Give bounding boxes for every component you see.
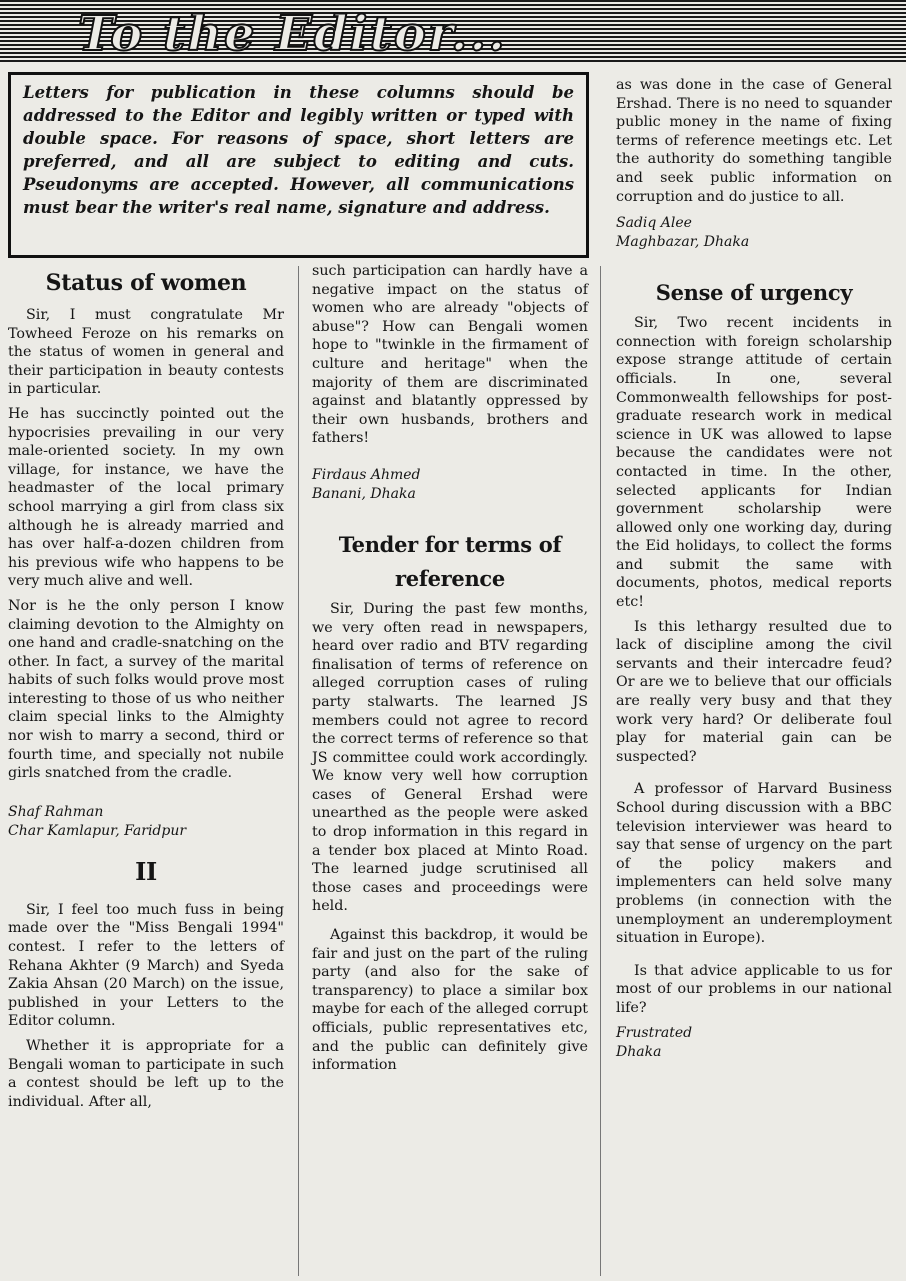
letter-paragraph: Sir, Two recent incidents in connection with foreign scholarship expose strange attitude of certain officials. In one, several Commonwealth fellowships for post-graduate research work in medical science in UK was allowed to lapse because the candidates were not contacted in time. In the other, selected applicants for Indian government scholarship were allowed only one working day, during the Eid holidays, to collect the forms and submit the same with documents, photos, medical reports etc! (616, 315, 892, 611)
column-header-band (0, 0, 906, 64)
letter-heading-urgency: Sense of urgency (655, 280, 853, 306)
letter-paragraph: Whether it is appropriate for a Bengali woman to participate in such a contest should be left up to the individual. After all, (8, 1038, 284, 1110)
column-1 (8, 270, 284, 1111)
letter-place: Banani, Dhaka (312, 485, 416, 502)
letter-heading-ii: II (135, 856, 157, 886)
letter-paragraph: such participation can hardly have a negative impact on the status of women who are already "objects of abuse"? How can Bengali women hope to "twinkle in the firmament of culture and heritage" when the majority of them are discriminated against and blatantly oppressed by their own husbands, brothers and fathers! (312, 263, 588, 447)
letter-heading-tender-line1: Tender for terms of (338, 531, 562, 557)
column-3 (616, 76, 892, 1062)
letter-place: Char Kamlapur, Faridpur (8, 822, 187, 839)
column-divider (298, 266, 299, 1276)
column-2 (312, 262, 588, 1075)
letter-heading-tender (312, 532, 588, 592)
column-title: To the Editor... (78, 6, 507, 62)
letter-paragraph: A professor of Harvard Business School during discussion with a BBC television interviewer was heard to say that sense of urgency on the part of the policy makers and implementers can held solve many problems (in connection with the unemployment an underemployment situation in Europe). (616, 781, 892, 947)
letter-author: Firdaus Ahmed (312, 466, 421, 483)
letter-paragraph: Is that advice applicable to us for most of our problems in our national life? (616, 962, 892, 1016)
letter-author: Shaf Rahman (8, 803, 104, 820)
letter-paragraph: Sir, During the past few months, we very often read in newspapers, heard over radio and BTV regarding finalisation of terms of reference on alleged corruption cases of ruling party stalwarts. The learned JS members could not agree to record the correct terms of reference so that JS committee could work accordingly. We know very well how corruption cases of General Ershad were unearthed as the people were asked to drop information in this regard in a tender box placed at Minto Road. The learned judge scrutinised all those cases and proceedings were held. (312, 600, 588, 915)
column-divider (600, 266, 601, 1276)
submission-notice-text: Letters for publication in these columns should be addressed to the Editor and legibly written or typed with double space. For reasons of space, short letters are preferred, and all are subject to editing and cuts. Pseudonyms are accepted. However, all communications must bear the writer's real name, signature and address. (23, 83, 574, 217)
letter-paragraph: He has succinctly pointed out the hypocrisies prevailing in our very male-oriented society. In my own village, for instance, we have the headmaster of the local primary school marrying a girl from class six although he is already married and has over half-a-dozen children from his previous wife who happens to be very much alive and well. (8, 405, 284, 590)
letter-paragraph: as was done in the case of General Ershad. There is no need to squander public money in the name of fixing terms of reference meetings etc. Let the authority do something tangible and seek public information on corruption and do justice to all. (616, 77, 892, 205)
letter-place: Dhaka (616, 1043, 662, 1060)
letter-heading-status-of-women: Status of women (45, 270, 247, 296)
letter-paragraph: Is this lethargy resulted due to lack of discipline among the civil servants and their intercadre feud? Or are we to believe that our officials are really very busy and that they work very hard? Or deliberate foul play for material gain can be suspected? (616, 618, 892, 765)
submission-notice-box (8, 72, 589, 258)
letter-author: Sadiq Alee (616, 215, 692, 232)
letter-author: Frustrated (616, 1024, 693, 1041)
letter-paragraph: Against this backdrop, it would be fair and just on the part of the ruling party (and also for the sake of transparency) to place a similar box maybe for each of the alleged corrupt officials, public representatives etc, and the public can definitely give information (312, 927, 588, 1074)
letter-paragraph: Nor is he the only person I know claiming devotion to the Almighty on one hand and cradle-snatching on the other. In fact, a survey of the marital habits of such folks would prove most interesting to those of us who neither claim special links to the Almighty nor wish to marry a second, third or fourth time, and specially not nubile girls snatched from the cradle. (8, 597, 284, 782)
letter-place: Maghbazar, Dhaka (616, 234, 750, 251)
letter-paragraph: Sir, I feel too much fuss in being made over the "Miss Bengali 1994" contest. I refer to the letters of Rehana Akhter (9 March) and Syeda Zakia Ahsan (20 March) on the issue, published in your Letters to the Editor column. (8, 901, 284, 1030)
letter-heading-tender-line2: reference (395, 565, 505, 591)
letter-paragraph: Sir, I must congratulate Mr Towheed Feroze on his remarks on the status of women in general and their participation in beauty contests in particular. (8, 307, 284, 398)
